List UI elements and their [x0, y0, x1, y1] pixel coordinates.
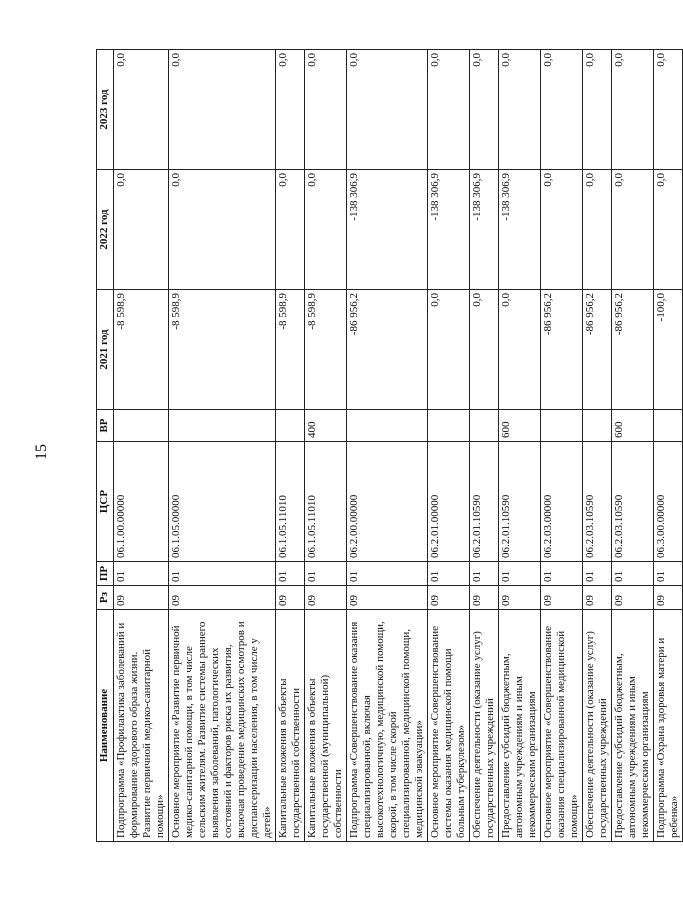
cell-vr — [654, 410, 683, 442]
cell-2021: -8 598,9 — [114, 290, 169, 410]
cell-pr: 01 — [428, 562, 470, 586]
header-2023: 2023 год — [97, 50, 114, 170]
cell-pr: 01 — [499, 562, 541, 586]
cell-rz: 09 — [347, 586, 428, 610]
cell-pr: 01 — [169, 562, 276, 586]
cell-vr — [114, 410, 169, 442]
cell-2023: 0,0 — [499, 50, 541, 170]
header-pr: ПР — [97, 562, 114, 586]
cell-2022: -138 306,9 — [428, 170, 470, 290]
cell-csr: 06.1.05.00000 — [169, 442, 276, 562]
table-row — [654, 50, 683, 842]
cell-pr: 01 — [583, 562, 612, 586]
cell-pr: 01 — [347, 562, 428, 586]
cell-rz: 09 — [499, 586, 541, 610]
header-vr: ВР — [97, 410, 114, 442]
cell-csr: 06.2.03.10590 — [583, 442, 612, 562]
cell-vr — [583, 410, 612, 442]
cell-2022: 0,0 — [612, 170, 654, 290]
cell-2021: -100,0 — [654, 290, 683, 410]
cell-csr: 06.2.00.00000 — [347, 442, 428, 562]
cell-pr: 01 — [305, 562, 347, 586]
cell-pr: 01 — [114, 562, 169, 586]
cell-2023: 0,0 — [305, 50, 347, 170]
cell-csr: 06.2.03.10590 — [612, 442, 654, 562]
cell-2021: 0,0 — [428, 290, 470, 410]
table-row — [499, 50, 541, 842]
cell-pr: 01 — [612, 562, 654, 586]
cell-pr: 01 — [470, 562, 499, 586]
cell-2022: 0,0 — [276, 170, 305, 290]
cell-2022: 0,0 — [114, 170, 169, 290]
header-row — [97, 50, 114, 842]
table-row — [276, 50, 305, 842]
cell-2023: 0,0 — [276, 50, 305, 170]
cell-csr: 06.1.00.00000 — [114, 442, 169, 562]
cell-2022: 0,0 — [654, 170, 683, 290]
cell-name: Капитальные вложения в объекты государственной собственности — [276, 610, 305, 842]
cell-2023: 0,0 — [347, 50, 428, 170]
cell-2021: -8 598,9 — [169, 290, 276, 410]
table-row — [612, 50, 654, 842]
cell-2022: 0,0 — [169, 170, 276, 290]
cell-vr — [428, 410, 470, 442]
cell-name: Основное мероприятие «Совершенствование оказания специализированной медицинской помощи» — [541, 610, 583, 842]
table-row — [169, 50, 276, 842]
header-rz: Рз — [97, 586, 114, 610]
cell-name: Подпрограмма «Профилактика заболеваний и формирование здорового образа жизни. Развитие первичной медико-санитарной помощи» — [114, 610, 169, 842]
page-number: 15 — [33, 444, 50, 460]
cell-rz: 09 — [654, 586, 683, 610]
cell-2021: -86 956,2 — [612, 290, 654, 410]
cell-vr: 400 — [305, 410, 347, 442]
budget-table — [96, 49, 683, 842]
cell-2023: 0,0 — [169, 50, 276, 170]
cell-2022: -138 306,9 — [347, 170, 428, 290]
cell-name: Предоставление субсидий бюджетным, автономным учреждениям и иным некоммерческим организациям — [499, 610, 541, 842]
cell-rz: 09 — [428, 586, 470, 610]
cell-pr: 01 — [541, 562, 583, 586]
cell-vr — [276, 410, 305, 442]
table-row — [305, 50, 347, 842]
cell-2022: -138 306,9 — [499, 170, 541, 290]
table-row — [470, 50, 499, 842]
table-row — [541, 50, 583, 842]
cell-vr — [169, 410, 276, 442]
cell-rz: 09 — [612, 586, 654, 610]
cell-2022: 0,0 — [583, 170, 612, 290]
cell-vr: 600 — [499, 410, 541, 442]
cell-2021: -8 598,9 — [276, 290, 305, 410]
cell-2023: 0,0 — [541, 50, 583, 170]
cell-rz: 09 — [541, 586, 583, 610]
cell-name: Подпрограмма «Совершенствование оказания специализированной, включая высокотехнологичную, медицинской помощи, скорой, в том числе скорой специализированной, медицинской помощи, медицинской эвакуации» — [347, 610, 428, 842]
table-row — [114, 50, 169, 842]
cell-rz: 09 — [276, 586, 305, 610]
cell-csr: 06.2.01.10590 — [499, 442, 541, 562]
cell-name: Капитальные вложения в объекты государственной (муниципальной) собственности — [305, 610, 347, 842]
cell-name: Основное мероприятие «Развитие первичной медико-санитарной помощи, в том числе сельским жителям. Развитие системы раннего выявления заболеваний, патологических состояний и факторов риска их развития, включая проведение медицинских осмотров и диспансеризации населения, в том числе у детей» — [169, 610, 276, 842]
cell-pr: 01 — [654, 562, 683, 586]
table-row — [347, 50, 428, 842]
cell-csr: 06.3.00.00000 — [654, 442, 683, 562]
table-row — [428, 50, 470, 842]
cell-rz: 09 — [169, 586, 276, 610]
cell-name: Обеспечение деятельности (оказание услуг) государственных учреждений — [470, 610, 499, 842]
header-2022: 2022 год — [97, 170, 114, 290]
cell-rz: 09 — [114, 586, 169, 610]
cell-vr — [470, 410, 499, 442]
header-name: Наименование — [97, 610, 114, 842]
cell-2023: 0,0 — [114, 50, 169, 170]
cell-vr — [347, 410, 428, 442]
cell-rz: 09 — [305, 586, 347, 610]
cell-2021: 0,0 — [499, 290, 541, 410]
table-row — [583, 50, 612, 842]
cell-name: Подпрограмма «Охрана здоровья матери и ребенка» — [654, 610, 683, 842]
cell-2022: 0,0 — [541, 170, 583, 290]
cell-2021: -8 598,9 — [305, 290, 347, 410]
cell-2021: -86 956,2 — [347, 290, 428, 410]
cell-2023: 0,0 — [428, 50, 470, 170]
cell-rz: 09 — [470, 586, 499, 610]
cell-2021: 0,0 — [470, 290, 499, 410]
cell-csr: 06.2.03.00000 — [541, 442, 583, 562]
cell-2023: 0,0 — [654, 50, 683, 170]
cell-csr: 06.1.05.11010 — [305, 442, 347, 562]
budget-table-container — [96, 50, 680, 842]
cell-vr — [541, 410, 583, 442]
table-header — [97, 50, 114, 842]
header-2021: 2021 год — [97, 290, 114, 410]
cell-2022: 0,0 — [305, 170, 347, 290]
cell-2021: -86 956,2 — [583, 290, 612, 410]
cell-name: Обеспечение деятельности (оказание услуг) государственных учреждений — [583, 610, 612, 842]
cell-csr: 06.2.01.00000 — [428, 442, 470, 562]
cell-vr: 600 — [612, 410, 654, 442]
cell-2023: 0,0 — [470, 50, 499, 170]
cell-2021: -86 956,2 — [541, 290, 583, 410]
cell-csr: 06.1.05.11010 — [276, 442, 305, 562]
cell-csr: 06.2.01.10590 — [470, 442, 499, 562]
cell-rz: 09 — [583, 586, 612, 610]
cell-2022: -138 306,9 — [470, 170, 499, 290]
cell-pr: 01 — [276, 562, 305, 586]
header-csr: ЦСР — [97, 442, 114, 562]
table-body — [114, 50, 683, 842]
cell-name: Основное мероприятие «Совершенствование системы оказания медицинской помощи больным туберкулезом» — [428, 610, 470, 842]
cell-2023: 0,0 — [583, 50, 612, 170]
cell-2023: 0,0 — [612, 50, 654, 170]
cell-name: Предоставление субсидий бюджетным, автономным учреждениям и иным некоммерческим организациям — [612, 610, 654, 842]
